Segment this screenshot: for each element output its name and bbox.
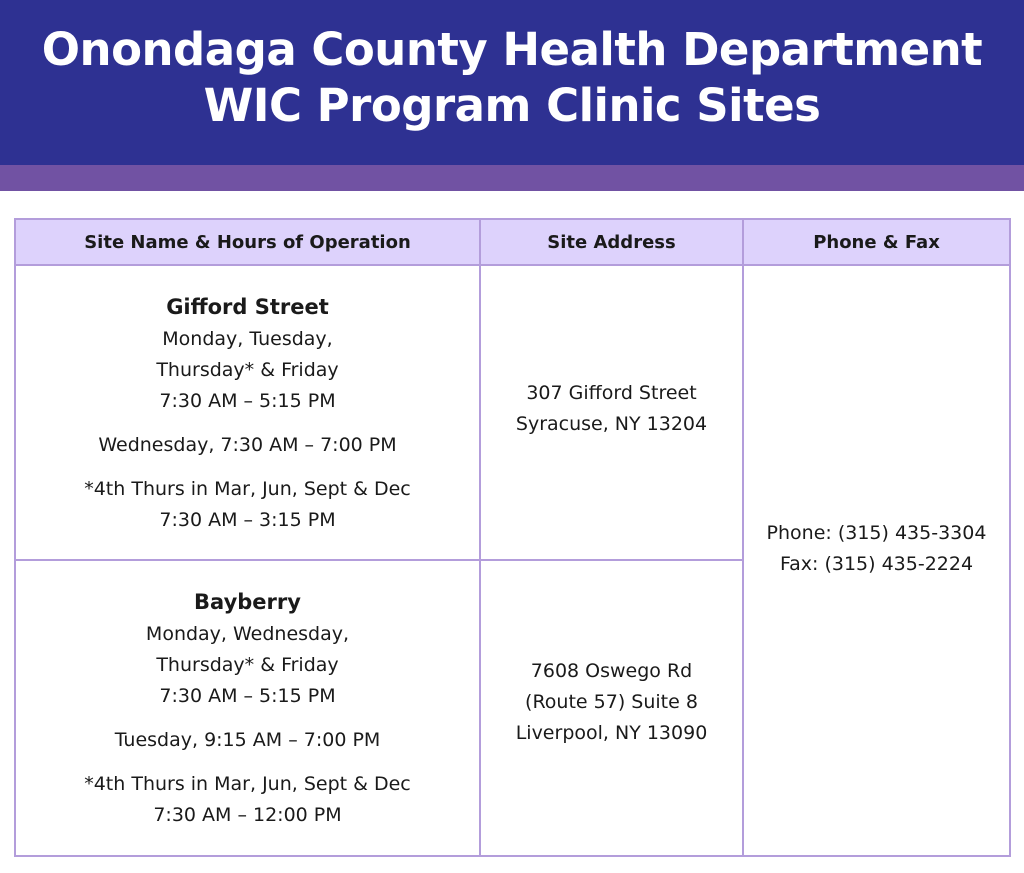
site-name: Gifford Street <box>166 294 329 319</box>
accent-bar <box>0 165 1024 191</box>
extra-hours: Wednesday, 7:30 AM – 7:00 PM <box>98 433 397 456</box>
page-header <box>0 0 1024 165</box>
address-line: Liverpool, NY 13090 <box>515 722 708 744</box>
site-hours-cell <box>15 560 480 856</box>
phone-fax-cell <box>743 265 1010 856</box>
site-address-cell <box>480 265 743 560</box>
hours-line: Monday, Wednesday, <box>145 623 350 645</box>
hours-line: Thursday* & Friday <box>156 654 339 676</box>
column-header-address: Site Address <box>480 219 743 265</box>
phone-number: Phone: (315) 435-3304 <box>766 521 987 544</box>
fax-number: Fax: (315) 435-2224 <box>779 552 974 575</box>
table-header-row <box>15 219 1010 265</box>
clinic-sites-table <box>14 218 1011 857</box>
page-title-line-1: Onondaga County Health Department <box>41 23 983 76</box>
column-header-site-hours: Site Name & Hours of Operation <box>15 219 480 265</box>
note-line: *4th Thurs in Mar, Jun, Sept & Dec <box>84 477 411 500</box>
address-line: Syracuse, NY 13204 <box>515 413 708 435</box>
note-line: 7:30 AM – 3:15 PM <box>159 508 336 531</box>
hours-line: Monday, Tuesday, <box>162 327 333 350</box>
extra-hours: Tuesday, 9:15 AM – 7:00 PM <box>114 729 381 751</box>
site-name: Bayberry <box>194 590 301 614</box>
address-line: 307 Gifford Street <box>526 382 697 404</box>
address-line: (Route 57) Suite 8 <box>525 691 698 713</box>
note-line: 7:30 AM – 12:00 PM <box>153 804 342 826</box>
address-line: 7608 Oswego Rd <box>530 660 693 682</box>
page-title-line-2: WIC Program Clinic Sites <box>203 79 821 132</box>
hours-line: Thursday* & Friday <box>156 358 339 381</box>
hours-line: 7:30 AM – 5:15 PM <box>159 685 336 707</box>
note-line: *4th Thurs in Mar, Jun, Sept & Dec <box>84 773 411 795</box>
site-hours-cell <box>15 265 480 560</box>
hours-line: 7:30 AM – 5:15 PM <box>159 389 336 412</box>
site-address-cell <box>480 560 743 856</box>
column-header-phone-fax: Phone & Fax <box>743 219 1010 265</box>
table-row-gifford-street <box>15 265 1010 560</box>
